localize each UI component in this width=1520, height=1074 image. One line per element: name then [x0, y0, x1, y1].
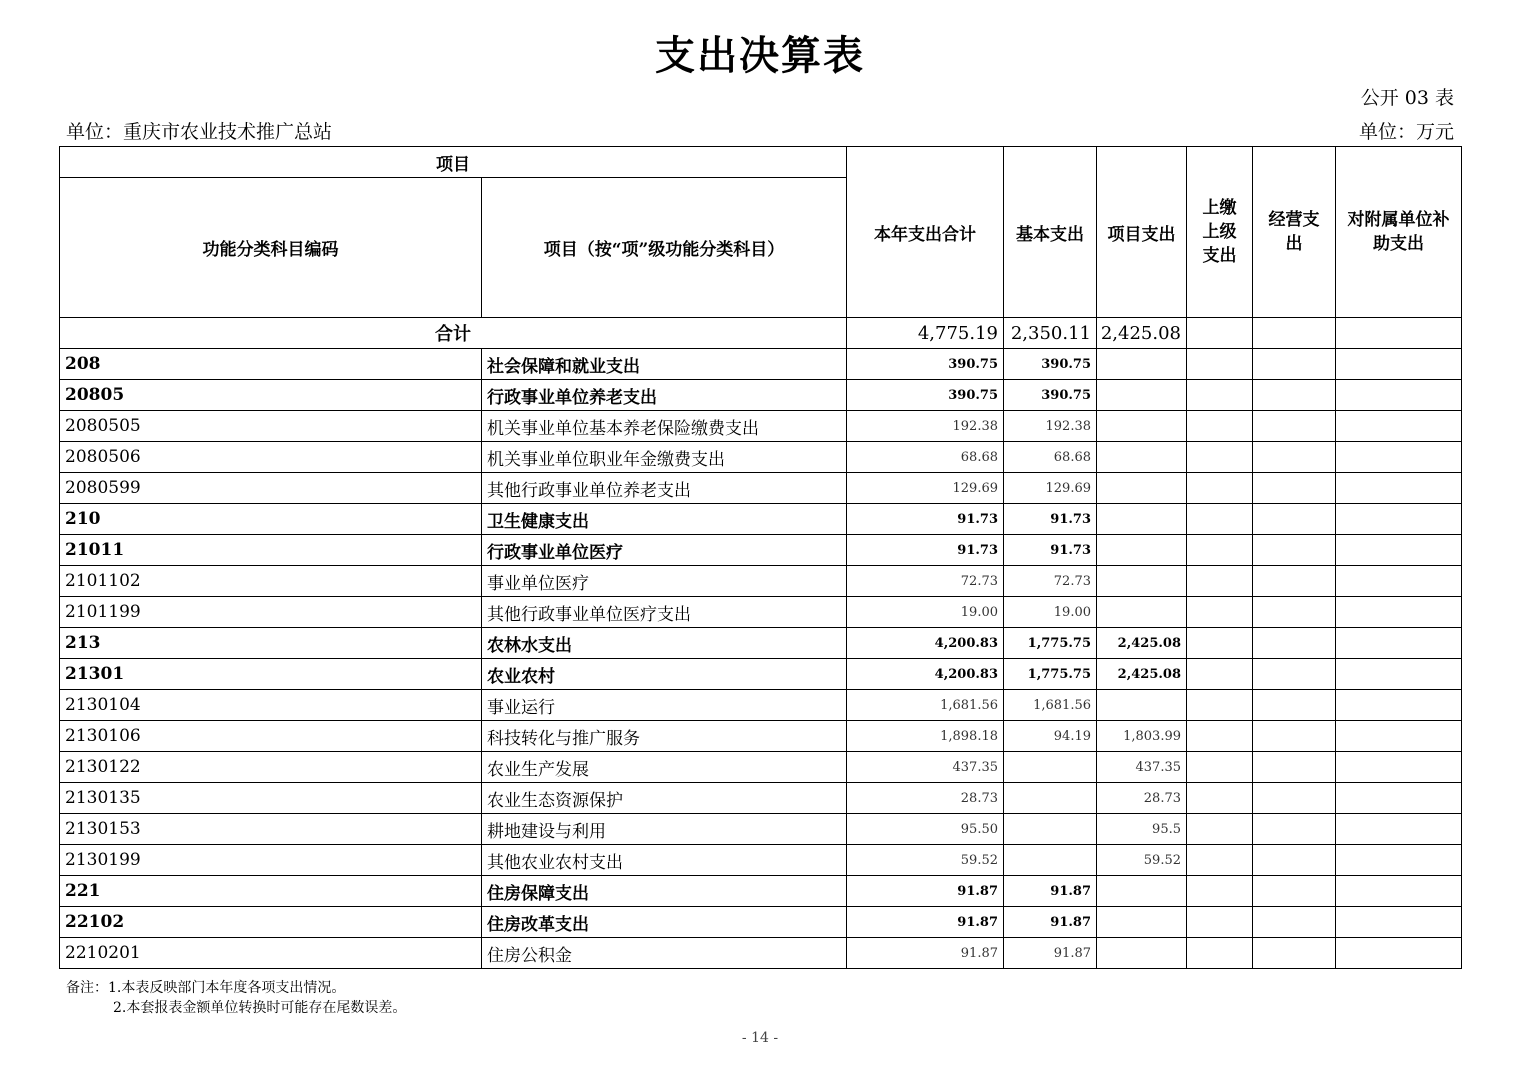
row-name: 农业生产发展 [482, 752, 847, 783]
row-code: 20805 [60, 380, 482, 411]
table-row [60, 721, 1462, 752]
header-name: 项目（按“项”级功能分类科目） [482, 178, 847, 318]
row-basic: 68.68 [1004, 442, 1097, 473]
row-proj [1097, 938, 1187, 969]
row-upper [1187, 783, 1253, 814]
row-code: 2080599 [60, 473, 482, 504]
row-basic: 192.38 [1004, 411, 1097, 442]
row-basic [1004, 814, 1097, 845]
row-proj [1097, 380, 1187, 411]
row-upper [1187, 566, 1253, 597]
row-business [1253, 442, 1336, 473]
row-subsidiary [1336, 597, 1462, 628]
row-business [1253, 566, 1336, 597]
row-proj: 2,425.08 [1097, 628, 1187, 659]
table-row [60, 597, 1462, 628]
row-business [1253, 783, 1336, 814]
row-basic [1004, 752, 1097, 783]
row-business [1253, 752, 1336, 783]
row-name: 住房公积金 [482, 938, 847, 969]
note-line-2: 2.本套报表金额单位转换时可能存在尾数误差。 [113, 1000, 407, 1016]
row-basic [1004, 845, 1097, 876]
header-project: 项目 [60, 147, 847, 178]
row-proj [1097, 411, 1187, 442]
row-basic: 91.73 [1004, 504, 1097, 535]
row-subsidiary [1336, 442, 1462, 473]
row-subsidiary [1336, 628, 1462, 659]
row-subsidiary [1336, 411, 1462, 442]
table-row [60, 876, 1462, 907]
row-basic: 91.87 [1004, 876, 1097, 907]
row-basic: 91.87 [1004, 938, 1097, 969]
expenditure-table [59, 146, 1462, 969]
row-code: 2130122 [60, 752, 482, 783]
row-name: 住房保障支出 [482, 876, 847, 907]
header-basic: 基本支出 [1004, 147, 1097, 318]
row-total: 91.73 [847, 535, 1004, 566]
row-code: 2130199 [60, 845, 482, 876]
row-business [1253, 473, 1336, 504]
row-upper [1187, 349, 1253, 380]
row-basic: 94.19 [1004, 721, 1097, 752]
row-name: 机关事业单位职业年金缴费支出 [482, 442, 847, 473]
row-total: 72.73 [847, 566, 1004, 597]
row-total: 192.38 [847, 411, 1004, 442]
table-row [60, 473, 1462, 504]
row-subsidiary [1336, 535, 1462, 566]
row-total: 91.87 [847, 938, 1004, 969]
row-total: 28.73 [847, 783, 1004, 814]
row-business [1253, 628, 1336, 659]
total-amount: 4,775.19 [847, 318, 1004, 349]
row-basic: 19.00 [1004, 597, 1097, 628]
row-business [1253, 690, 1336, 721]
row-subsidiary [1336, 752, 1462, 783]
row-business [1253, 597, 1336, 628]
table-row [60, 907, 1462, 938]
row-subsidiary [1336, 659, 1462, 690]
table-row [60, 566, 1462, 597]
row-basic: 129.69 [1004, 473, 1097, 504]
row-basic: 390.75 [1004, 349, 1097, 380]
row-subsidiary [1336, 876, 1462, 907]
row-proj [1097, 876, 1187, 907]
currency-unit: 单位：万元 [1358, 121, 1454, 143]
row-business [1253, 380, 1336, 411]
row-total: 437.35 [847, 752, 1004, 783]
table-row [60, 349, 1462, 380]
row-basic: 72.73 [1004, 566, 1097, 597]
row-upper [1187, 876, 1253, 907]
total-proj: 2,425.08 [1097, 318, 1187, 349]
table-row [60, 814, 1462, 845]
row-business [1253, 721, 1336, 752]
row-upper [1187, 473, 1253, 504]
row-subsidiary [1336, 783, 1462, 814]
row-total: 1,681.56 [847, 690, 1004, 721]
row-name: 农业生态资源保护 [482, 783, 847, 814]
notes [66, 978, 406, 1018]
row-business [1253, 349, 1336, 380]
row-basic: 91.73 [1004, 535, 1097, 566]
row-subsidiary [1336, 349, 1462, 380]
row-upper [1187, 628, 1253, 659]
table-row [60, 504, 1462, 535]
total-upper [1187, 318, 1253, 349]
row-total: 390.75 [847, 380, 1004, 411]
total-subsidiary [1336, 318, 1462, 349]
row-code: 22102 [60, 907, 482, 938]
row-code: 2130104 [60, 690, 482, 721]
table-row [60, 783, 1462, 814]
row-upper [1187, 535, 1253, 566]
table-row [60, 411, 1462, 442]
table-row [60, 690, 1462, 721]
form-number: 公开 03 表 [1360, 87, 1454, 109]
table-row [60, 845, 1462, 876]
row-basic: 1,775.75 [1004, 628, 1097, 659]
row-proj: 1,803.99 [1097, 721, 1187, 752]
row-proj: 28.73 [1097, 783, 1187, 814]
page-title: 支出决算表 [655, 32, 865, 79]
row-code: 221 [60, 876, 482, 907]
row-code: 21011 [60, 535, 482, 566]
row-business [1253, 659, 1336, 690]
row-name: 农业农村 [482, 659, 847, 690]
row-upper [1187, 752, 1253, 783]
row-proj [1097, 907, 1187, 938]
row-proj: 95.5 [1097, 814, 1187, 845]
row-name: 社会保障和就业支出 [482, 349, 847, 380]
row-proj: 437.35 [1097, 752, 1187, 783]
row-subsidiary [1336, 566, 1462, 597]
row-upper [1187, 938, 1253, 969]
row-basic: 91.87 [1004, 907, 1097, 938]
row-name: 科技转化与推广服务 [482, 721, 847, 752]
row-code: 213 [60, 628, 482, 659]
total-label: 合计 [60, 318, 847, 349]
row-upper [1187, 659, 1253, 690]
row-code: 2130153 [60, 814, 482, 845]
row-upper [1187, 442, 1253, 473]
row-subsidiary [1336, 504, 1462, 535]
row-name: 住房改革支出 [482, 907, 847, 938]
row-proj: 2,425.08 [1097, 659, 1187, 690]
row-proj [1097, 349, 1187, 380]
table-row [60, 938, 1462, 969]
table-row [60, 380, 1462, 411]
row-code: 2210201 [60, 938, 482, 969]
row-business [1253, 814, 1336, 845]
row-proj: 59.52 [1097, 845, 1187, 876]
row-proj [1097, 535, 1187, 566]
row-subsidiary [1336, 690, 1462, 721]
row-code: 208 [60, 349, 482, 380]
row-code: 2130135 [60, 783, 482, 814]
reporting-unit: 单位：重庆市农业技术推广总站 [66, 121, 333, 143]
row-basic [1004, 783, 1097, 814]
row-total: 91.87 [847, 876, 1004, 907]
row-subsidiary [1336, 907, 1462, 938]
row-upper [1187, 721, 1253, 752]
header-code: 功能分类科目编码 [60, 178, 482, 318]
row-upper [1187, 597, 1253, 628]
row-business [1253, 411, 1336, 442]
row-subsidiary [1336, 721, 1462, 752]
row-total: 95.50 [847, 814, 1004, 845]
row-code: 21301 [60, 659, 482, 690]
table-row [60, 659, 1462, 690]
row-upper [1187, 814, 1253, 845]
row-code: 2080505 [60, 411, 482, 442]
row-name: 机关事业单位基本养老保险缴费支出 [482, 411, 847, 442]
row-subsidiary [1336, 938, 1462, 969]
row-basic: 1,775.75 [1004, 659, 1097, 690]
row-subsidiary [1336, 380, 1462, 411]
row-name: 事业运行 [482, 690, 847, 721]
row-subsidiary [1336, 845, 1462, 876]
row-code: 210 [60, 504, 482, 535]
row-upper [1187, 845, 1253, 876]
row-subsidiary [1336, 473, 1462, 504]
page-number: - 14 - [741, 1030, 779, 1046]
row-business [1253, 938, 1336, 969]
row-name: 行政事业单位养老支出 [482, 380, 847, 411]
row-proj [1097, 566, 1187, 597]
row-upper [1187, 380, 1253, 411]
row-code: 2101102 [60, 566, 482, 597]
row-total: 4,200.83 [847, 628, 1004, 659]
row-total: 59.52 [847, 845, 1004, 876]
row-total: 19.00 [847, 597, 1004, 628]
row-total: 91.87 [847, 907, 1004, 938]
row-code: 2130106 [60, 721, 482, 752]
table-row [60, 442, 1462, 473]
table-row [60, 535, 1462, 566]
row-total: 91.73 [847, 504, 1004, 535]
total-basic: 2,350.11 [1004, 318, 1097, 349]
row-total: 68.68 [847, 442, 1004, 473]
row-name: 其他农业农村支出 [482, 845, 847, 876]
row-code: 2101199 [60, 597, 482, 628]
row-total: 1,898.18 [847, 721, 1004, 752]
row-name: 其他行政事业单位医疗支出 [482, 597, 847, 628]
header-subsidiary: 对附属单位补助支出 [1336, 147, 1462, 318]
row-name: 卫生健康支出 [482, 504, 847, 535]
row-business [1253, 535, 1336, 566]
total-row [60, 318, 1462, 349]
table-row [60, 628, 1462, 659]
row-name: 行政事业单位医疗 [482, 535, 847, 566]
header-upper: 上缴上级支出 [1187, 147, 1253, 318]
row-proj [1097, 442, 1187, 473]
row-proj [1097, 473, 1187, 504]
row-basic: 1,681.56 [1004, 690, 1097, 721]
header-total: 本年支出合计 [847, 147, 1004, 318]
row-upper [1187, 411, 1253, 442]
row-proj [1097, 504, 1187, 535]
note-line-1: 备注：1.本表反映部门本年度各项支出情况。 [66, 980, 346, 996]
row-total: 129.69 [847, 473, 1004, 504]
row-upper [1187, 907, 1253, 938]
header-proj: 项目支出 [1097, 147, 1187, 318]
row-name: 耕地建设与利用 [482, 814, 847, 845]
row-total: 4,200.83 [847, 659, 1004, 690]
total-business [1253, 318, 1336, 349]
row-total: 390.75 [847, 349, 1004, 380]
row-code: 2080506 [60, 442, 482, 473]
row-upper [1187, 690, 1253, 721]
row-business [1253, 876, 1336, 907]
row-proj [1097, 690, 1187, 721]
table-row [60, 752, 1462, 783]
row-business [1253, 845, 1336, 876]
row-name: 事业单位医疗 [482, 566, 847, 597]
row-business [1253, 907, 1336, 938]
row-business [1253, 504, 1336, 535]
row-upper [1187, 504, 1253, 535]
row-name: 农林水支出 [482, 628, 847, 659]
header-business: 经营支出 [1253, 147, 1336, 318]
row-subsidiary [1336, 814, 1462, 845]
row-name: 其他行政事业单位养老支出 [482, 473, 847, 504]
row-basic: 390.75 [1004, 380, 1097, 411]
row-proj [1097, 597, 1187, 628]
